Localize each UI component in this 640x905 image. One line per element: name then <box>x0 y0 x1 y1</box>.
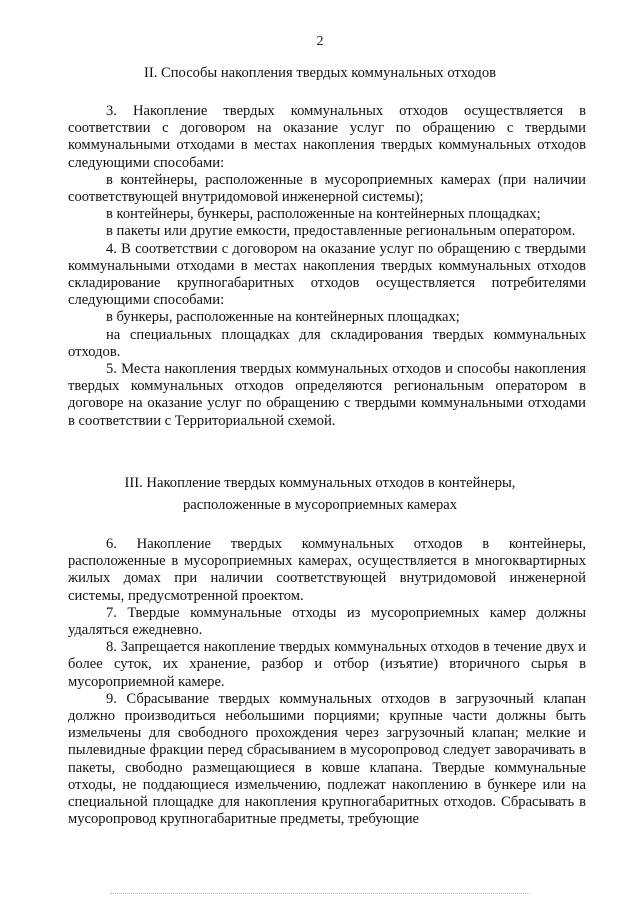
section-2-body <box>68 103 586 430</box>
paragraph-4-item-1: в бункеры, расположенные на контейнерных площадках; <box>106 309 460 326</box>
paragraph-6: 6. Накопление твердых коммунальных отходов в контейнеры, расположенные в мусороприемных камерах, осуществляется в многоквартирных жилых домах при наличии соответствующей внутридомовой инженерной системы, предусмотренной проектом. <box>68 536 586 604</box>
section-3-heading <box>0 472 640 516</box>
section-3-heading-line-1: III. Накопление твердых коммунальных отходов в контейнеры, <box>124 475 516 491</box>
paragraph-3-item-3: в пакеты или другие емкости, предоставленные региональным оператором. <box>106 223 576 240</box>
section-3-heading-line-2: расположенные в мусороприемных камерах <box>182 497 458 513</box>
paragraph-3-item-1: в контейнеры, расположенные в мусороприемных камерах (при наличии соответствующей внутридомовой инженерной системы); <box>68 171 586 206</box>
section-3-body <box>68 536 586 828</box>
paragraph-4-item-2: на специальных площадках для складирования твердых коммунальных отходов. <box>68 326 586 360</box>
paragraph-9: 9. Сбрасывание твердых коммунальных отходов в загрузочный клапан должно производиться небольшими порциями; крупные части должны быть измельчены для свободного прохождения через загрузочный клапан; мелкие и пылевидные фракции перед сбрасыванием в мусоропровод следует заворачивать в пакеты, свободно размещающиеся в ковше клапана. Твердые коммунальные отходы, не поддающиеся измельчению, подлежат накоплению в бункере или на специальной площадке для накопления крупногабаритных отходов. Сбрасывать в мусоропровод крупногабаритные предметы, требующие <box>68 690 586 828</box>
paragraph-7: 7. Твердые коммунальные отходы из мусороприемных камер должны удаляться ежедневно. <box>68 604 586 639</box>
paragraph-5: 5. Места накопления твердых коммунальных отходов и способы накопления твердых коммунальных отходов определяются региональным оператором в договоре на оказание услуг по обращению с твердыми коммунальными отходами в соответствии с Территориальной схемой. <box>68 361 586 429</box>
paragraph-8: 8. Запрещается накопление твердых коммунальных отходов в течение двух и более суток, их хранение, разбор и отбор (изъятие) вторичного сырья в мусороприемной камере. <box>68 639 586 690</box>
page-number: 2 <box>316 34 324 49</box>
section-2-heading: II. Способы накопления твердых коммунальных отходов <box>143 65 497 81</box>
paragraph-4: 4. В соответствии с договором на оказание услуг по обращению с твердыми коммунальными отходами в местах накопления твердых коммунальных отходов складирование крупногабаритных отходов осуществляется потребителями следующими способами: <box>68 240 586 309</box>
paragraph-3: 3. Накопление твердых коммунальных отходов осуществляется в соответствии с договором на оказание услуг по обращению с твердыми коммунальными отходами в местах накопления твердых коммунальных отходов следующими способами: <box>68 103 586 171</box>
bottom-divider <box>110 893 530 894</box>
paragraph-3-item-2: в контейнеры, бункеры, расположенные на контейнерных площадках; <box>106 206 541 223</box>
